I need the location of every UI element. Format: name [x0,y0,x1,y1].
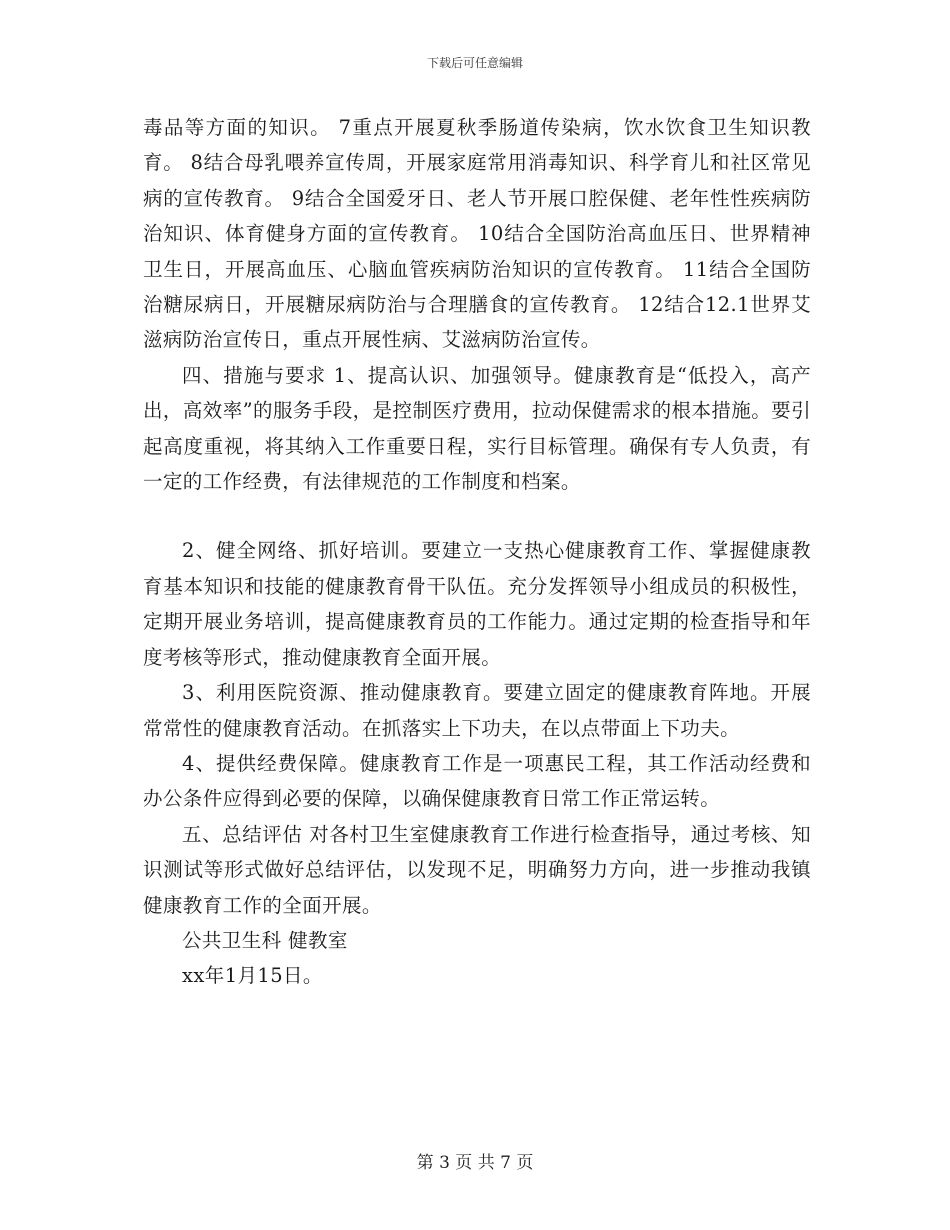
paragraph-activities-continued: 毒品等方面的知识。 7重点开展夏秋季肠道传染病，饮水饮食卫生知识教育。 8结合母乳喂养宣传周，开展家庭常用消毒知识、科学育儿和社区常见病的宣传教育。 9结合全国爱牙日、老人节开展口腔保健、老年性性疾病防治知识、体育健身方面的宣传教育。 10结合全国防治高血压日、世界精神卫生日，开展高血压、心脑血管疾病防治知识的宣传教育。 11结合全国防治糖尿病日，开展糖尿病防治与合理膳食的宣传教育。 12结合12.1世界艾滋病防治宣传日，重点开展性病、艾滋病防治宣传。 [143,116,811,352]
page-number-footer: 第 3 页 共 7 页 [416,1153,534,1173]
paragraph-evaluation: 五、总结评估 对各村卫生室健康教育工作进行检查指导，通过考核、知识测试等形式做好总结评估，以发现不足，明确努力方向，进一步推动我镇健康教育工作的全面开展。 [143,822,811,917]
header-note: 下载后可任意编辑 [426,56,523,70]
signature-date: xx年1月15日。 [182,964,323,988]
signature-department: 公共卫生科 健教室 [182,928,348,952]
paragraph-funding: 4、提供经费保障。健康教育工作是一项惠民工程，其工作活动经费和办公条件应得到必要的保障，以确保健康教育日常工作正常运转。 [143,751,811,811]
paragraph-measures-requirements: 四、措施与要求 1、提高认识、加强领导。健康教育是“低投入，高产出，高效率”的服务手段，是控制医疗费用，拉动保健需求的根本措施。要引起高度重视，将其纳入工作重要日程，实行目标管理。确保有专人负责，有一定的工作经费，有法律规范的工作制度和档案。 [143,363,811,494]
paragraph-network-training: 2、健全网络、抓好培训。要建立一支热心健康教育工作、掌握健康教育基本知识和技能的健康教育骨干队伍。充分发挥领导小组成员的积极性，定期开展业务培训，提高健康教育员的工作能力。通过定期的检查指导和年度考核等形式，推动健康教育全面开展。 [143,539,811,669]
document-body [143,110,811,994]
paragraph-hospital-resources: 3、利用医院资源、推动健康教育。要建立固定的健康教育阵地。开展常常性的健康教育活动。在抓落实上下功夫，在以点带面上下功夫。 [143,681,811,740]
